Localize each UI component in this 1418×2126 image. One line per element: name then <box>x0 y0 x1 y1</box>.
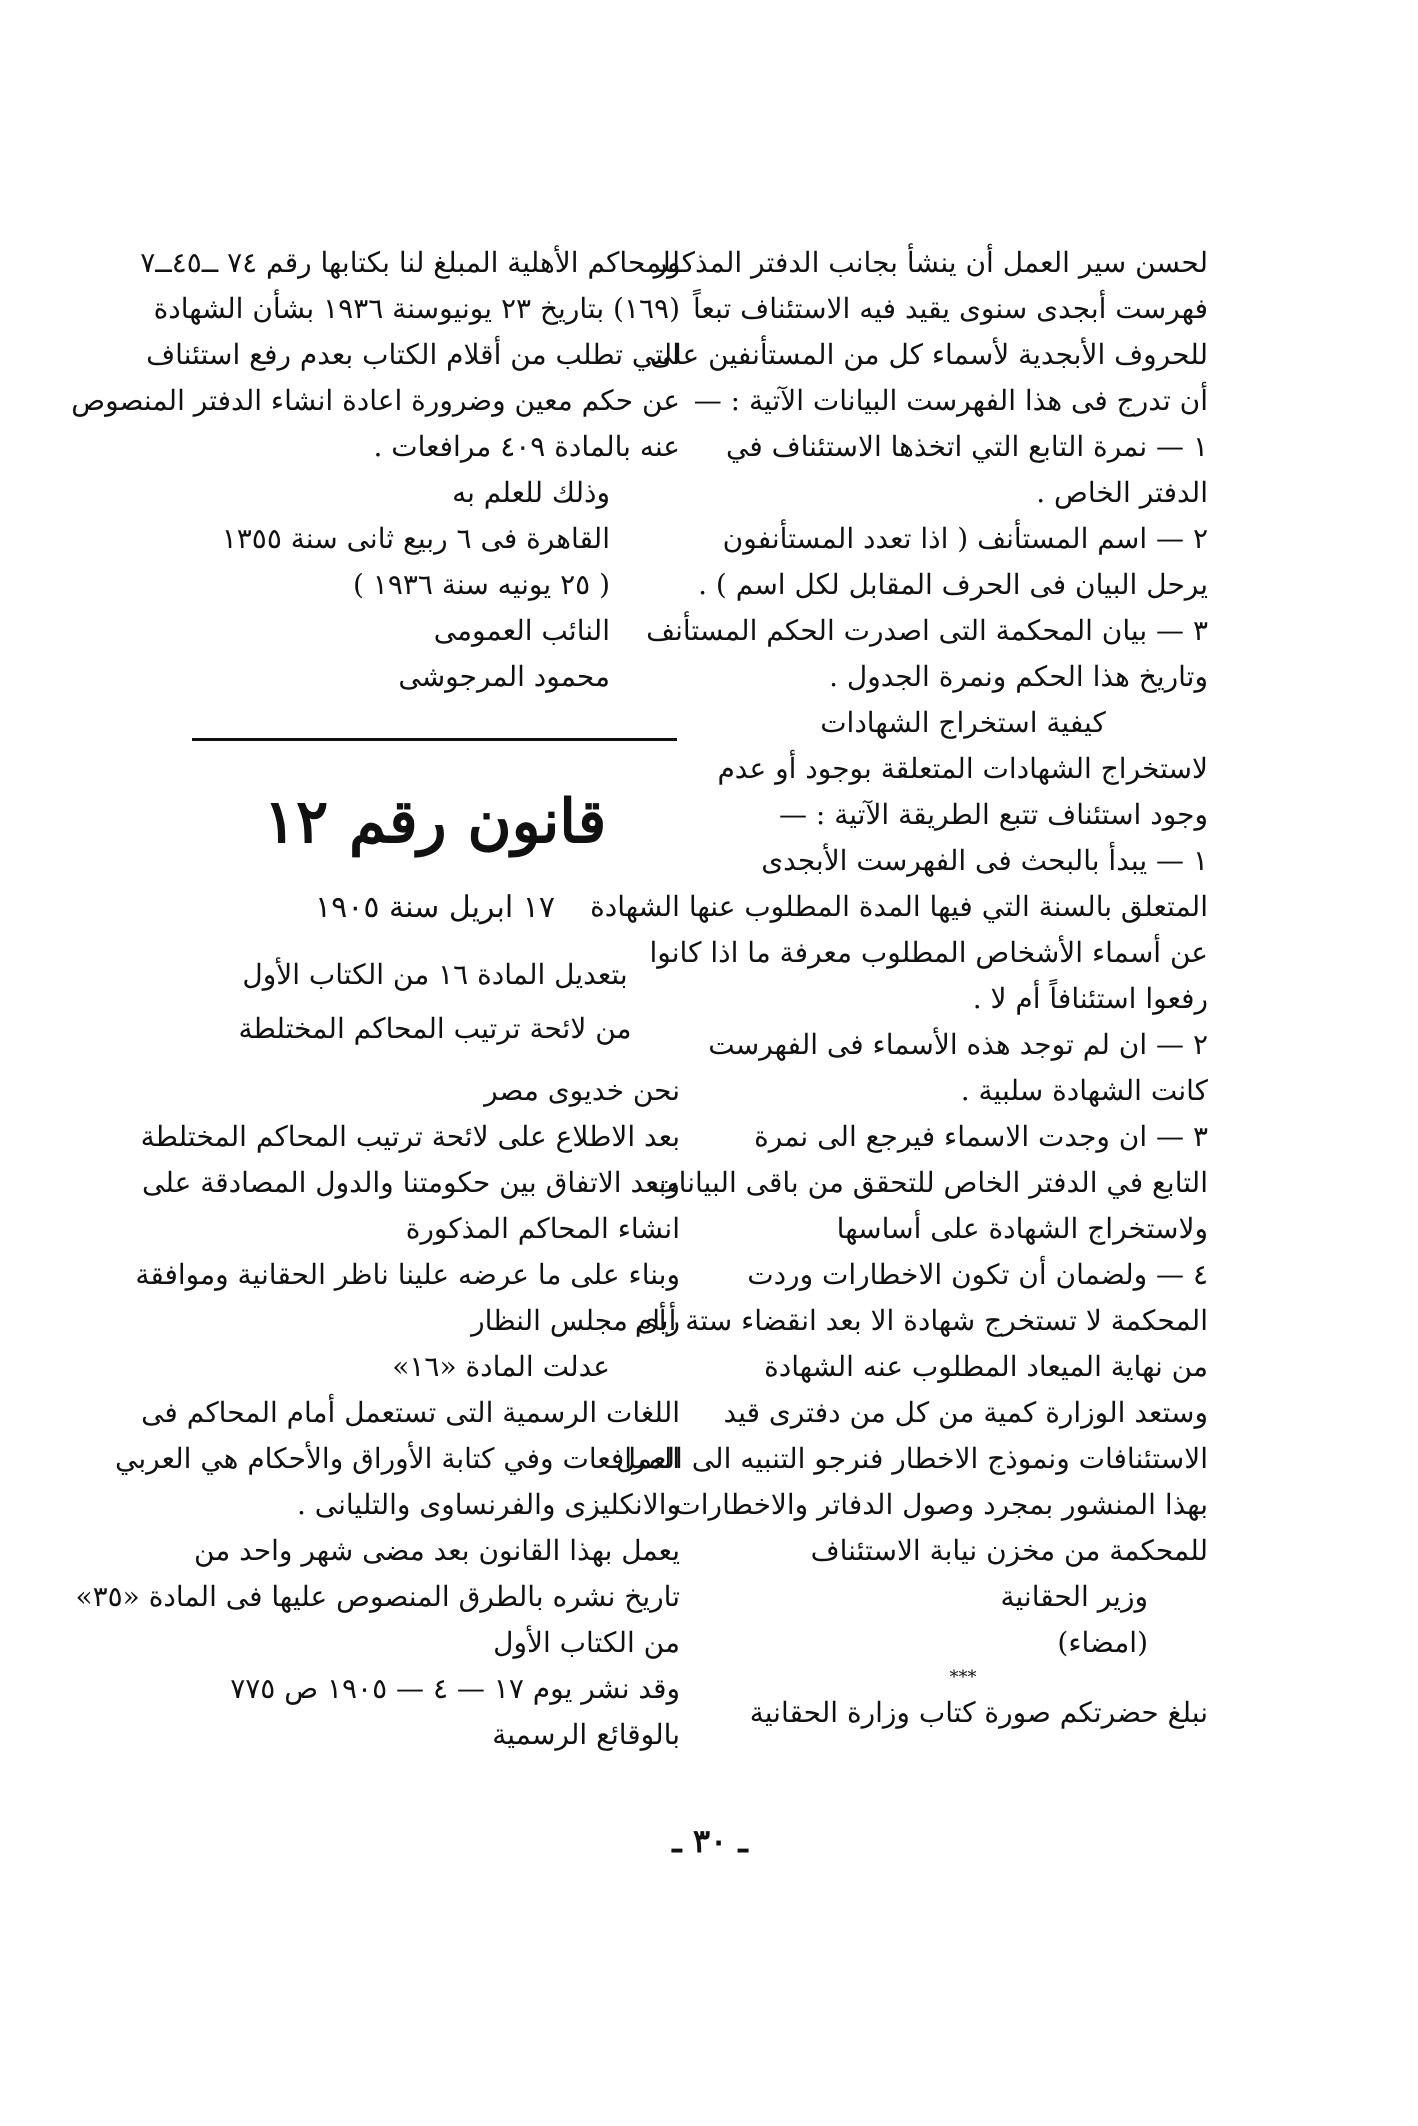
text-line: الدفتر الخاص . <box>1036 476 1208 509</box>
text-line: بهذا المنشور بمجرد وصول الدفاتر والاخطارات <box>674 1488 1208 1521</box>
text-line: ١ — نمرة التابع التي اتخذها الاستئناف في <box>725 430 1208 463</box>
text-line: وجود استئناف تتبع الطريقة الآتية : — <box>778 798 1208 831</box>
text-line: ٤ — ولضمان أن تكون الاخطارات وردت <box>747 1258 1208 1291</box>
signature-title: النائب العمومى <box>433 614 610 647</box>
signature-note: (امضاء) <box>1057 1626 1148 1659</box>
text-line: والانكليزى والفرنساوى والتليانى . <box>296 1488 680 1521</box>
text-line: من الكتاب الأول <box>493 1626 680 1659</box>
text-line: (١٦٩) بتاريخ ٢٣ يونيوسنة ١٩٣٦ بشأن الشهادة <box>153 292 680 325</box>
text-line: عنه بالمادة ٤٠٩ مرافعات . <box>373 430 680 463</box>
text-line: التابع في الدفتر الخاص للتحقق من باقى البيانات <box>652 1166 1208 1199</box>
text-line: كانت الشهادة سلبية . <box>960 1074 1208 1107</box>
right-column <box>590 240 1208 1736</box>
text-line: لحسن سير العمل أن ينشأ بجانب الدفتر المذكور <box>653 246 1208 279</box>
text-line: فهرست أبجدى سنوى يقيد فيه الاستئناف تبعاً <box>693 292 1208 325</box>
date-line: القاهرة فى ٦ ربيع ثانى سنة ١٣٥٥ <box>221 522 610 555</box>
text-line: للمحاكم الأهلية المبلغ لنا بكتابها رقم ٧٤ ــ٤٥ــ٧ <box>140 246 680 279</box>
law-title: قانون رقم ١٢ <box>263 787 607 857</box>
text-line: رفعوا استئنافاً أم لا . <box>972 982 1208 1015</box>
separator-stars: *** <box>949 1667 977 1688</box>
text-line: المتعلق بالسنة التي فيها المدة المطلوب عنها الشهادة <box>590 890 1208 923</box>
text-line: التي تطلب من أقلام الكتاب بعدم رفع استئناف <box>146 338 680 371</box>
left-column-top <box>71 240 680 700</box>
publication-note: بالوقائع الرسمية <box>492 1718 680 1751</box>
law-subject: من لائحة ترتيب المحاكم المختلطة <box>238 1012 632 1045</box>
text-line: ٣ — ان وجدت الاسماء فيرجع الى نمرة <box>754 1120 1208 1153</box>
text-line: ١ — يبدأ بالبحث فى الفهرست الأبجدى <box>761 844 1208 877</box>
text-line: وبعد الاتفاق بين حكومتنا والدول المصادقة على <box>142 1166 680 1199</box>
text-line: انشاء المحاكم المذكورة <box>405 1212 680 1245</box>
text-line: من نهاية الميعاد المطلوب عنه الشهادة <box>764 1350 1208 1383</box>
text-line: اللغات الرسمية التى تستعمل أمام المحاكم فى <box>141 1396 680 1429</box>
publication-note: وقد نشر يوم ١٧ — ٤ — ١٩٠٥ ص ٧٧٥ <box>230 1672 680 1705</box>
article-heading: عدلت المادة «١٦» <box>392 1350 610 1383</box>
text-line: عن أسماء الأشخاص المطلوب معرفة ما اذا كانوا <box>649 936 1208 969</box>
horizontal-rule <box>192 738 677 741</box>
left-column-body <box>75 948 680 1758</box>
page-number: ـ ٣٠ ـ <box>672 1822 748 1860</box>
text-line: المحكمة لا تستخرج شهادة الا بعد انقضاء ستة أيام <box>634 1304 1208 1337</box>
text-line: ٢ — اسم المستأنف ( اذا تعدد المستأنفون <box>722 522 1208 555</box>
text-line: وتاريخ هذا الحكم ونمرة الجدول . <box>829 660 1208 693</box>
date-line: ( ٢٥ يونيه سنة ١٩٣٦ ) <box>352 568 610 601</box>
text-line: لاستخراج الشهادات المتعلقة بوجود أو عدم <box>717 752 1208 785</box>
text-line: وستعد الوزارة كمية من كل من دفترى قيد <box>723 1396 1208 1429</box>
text-line: وبناء على ما عرضه علينا ناظر الحقانية وموافقة <box>135 1258 680 1291</box>
law-subject: بتعديل المادة ١٦ من الكتاب الأول <box>242 958 628 991</box>
law-date: ١٧ ابريل سنة ١٩٠٥ <box>315 890 555 925</box>
text-line: الاستئنافات ونموذج الاخطار فنرجو التنبيه الى العمل <box>615 1442 1208 1475</box>
text-line: المرافعات وفي كتابة الأوراق والأحكام هي العربي <box>115 1442 680 1475</box>
signature-title: وزير الحقانية <box>1000 1580 1148 1613</box>
section-heading: كيفية استخراج الشهادات <box>820 706 1106 739</box>
text-line: ٣ — بيان المحكمة التى اصدرت الحكم المستأنف <box>646 614 1208 647</box>
text-line: يرحل البيان فى الحرف المقابل لكل اسم ) . <box>698 568 1208 601</box>
text-line: وذلك للعلم به <box>452 476 610 509</box>
text-line: بعد الاطلاع على لائحة ترتيب المحاكم المختلطة <box>140 1120 680 1153</box>
text-line: رأى مجلس النظار <box>471 1304 680 1337</box>
text-line: للمحكمة من مخزن نيابة الاستئناف <box>810 1534 1208 1567</box>
text-line: ٢ — ان لم توجد هذه الأسماء فى الفهرست <box>708 1028 1208 1061</box>
text-line: ولاستخراج الشهادة على أساسها <box>836 1212 1208 1245</box>
text-line: نبلغ حضرتكم صورة كتاب وزارة الحقانية <box>749 1696 1208 1729</box>
signature-name: محمود المرجوشى <box>398 660 610 693</box>
text-line: للحروف الأبجدية لأسماء كل من المستأنفين على <box>649 338 1208 371</box>
text-line: أن تدرج فى هذا الفهرست البيانات الآتية : — <box>693 384 1208 417</box>
text-line: يعمل بهذا القانون بعد مضى شهر واحد من <box>193 1534 680 1567</box>
text-line: نحن خديوى مصر <box>484 1074 680 1107</box>
text-line: عن حكم معين وضرورة اعادة انشاء الدفتر المنصوص <box>71 384 680 417</box>
text-line: تاريخ نشره بالطرق المنصوص عليها فى المادة «٣٥» <box>75 1580 680 1613</box>
